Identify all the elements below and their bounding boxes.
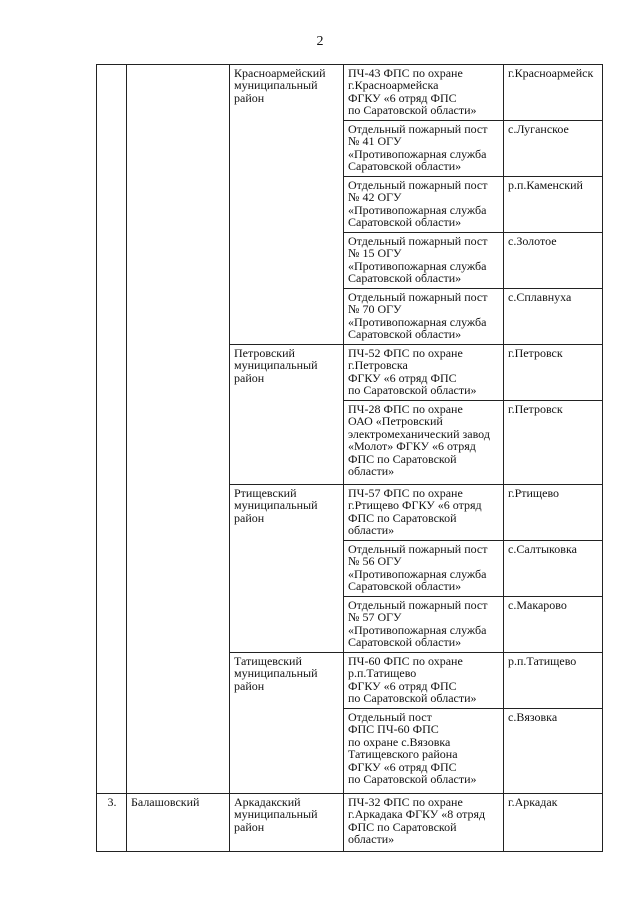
settlement-cell: с.Сплавнуха	[504, 289, 603, 345]
fire-unit-cell: ПЧ-52 ФПС по охране г.Петровска ФГКУ «6 отряд ФПС по Саратовской области»	[344, 345, 504, 401]
fire-units-table	[96, 64, 603, 852]
settlement-cell: р.п.Каменский	[504, 177, 603, 233]
fire-unit-cell: ПЧ-57 ФПС по охране г.Ртищево ФГКУ «6 отряд ФПС по Саратовской области»	[344, 485, 504, 541]
region-cell	[127, 65, 230, 794]
settlement-cell: с.Салтыковка	[504, 541, 603, 597]
settlement-cell: р.п.Татищево	[504, 653, 603, 709]
page-number: 2	[316, 34, 324, 49]
fire-unit-cell: ПЧ-60 ФПС по охране р.п.Татищево ФГКУ «6 отряд ФПС по Саратовской области»	[344, 653, 504, 709]
settlement-cell: с.Луганское	[504, 121, 603, 177]
settlement-cell: г.Аркадак	[504, 794, 603, 852]
district-cell: Аркадакский муниципальный район	[230, 794, 344, 852]
table-row	[97, 65, 603, 121]
fire-unit-cell: Отдельный пожарный пост № 42 ОГУ «Противопожарная служба Саратовской области»	[344, 177, 504, 233]
district-cell: Петровский муниципальный район	[230, 345, 344, 485]
fire-unit-cell: Отдельный пожарный пост № 70 ОГУ «Противопожарная служба Саратовской области»	[344, 289, 504, 345]
settlement-cell: г.Ртищево	[504, 485, 603, 541]
row-number-cell	[97, 65, 127, 794]
settlement-cell: г.Красноармейск	[504, 65, 603, 121]
fire-unit-cell: Отдельный пост ФПС ПЧ-60 ФПС по охране с.Вязовка Татищевского района ФГКУ «6 отряд ФПС по Саратовской области»	[344, 709, 504, 794]
row-number-cell: 3.	[97, 794, 127, 852]
region-cell: Балашовский	[127, 794, 230, 852]
settlement-cell: с.Золотое	[504, 233, 603, 289]
settlement-cell: г.Петровск	[504, 345, 603, 401]
district-cell: Красноармейский муниципальный район	[230, 65, 344, 345]
fire-unit-cell: Отдельный пожарный пост № 15 ОГУ «Противопожарная служба Саратовской области»	[344, 233, 504, 289]
district-cell: Татищевский муниципальный район	[230, 653, 344, 794]
fire-unit-cell: ПЧ-43 ФПС по охране г.Красноармейска ФГКУ «6 отряд ФПС по Саратовской области»	[344, 65, 504, 121]
district-cell: Ртищевский муниципальный район	[230, 485, 344, 653]
settlement-cell: г.Петровск	[504, 401, 603, 485]
fire-unit-cell: ПЧ-32 ФПС по охране г.Аркадака ФГКУ «8 отряд ФПС по Саратовской области»	[344, 794, 504, 852]
fire-unit-cell: Отдельный пожарный пост № 57 ОГУ «Противопожарная служба Саратовской области»	[344, 597, 504, 653]
fire-unit-cell: ПЧ-28 ФПС по охране ОАО «Петровский электромеханический завод «Молот» ФГКУ «6 отряд ФПС по Саратовской области»	[344, 401, 504, 485]
table-row	[97, 794, 603, 852]
fire-unit-cell: Отдельный пожарный пост № 41 ОГУ «Противопожарная служба Саратовской области»	[344, 121, 504, 177]
fire-unit-cell: Отдельный пожарный пост № 56 ОГУ «Противопожарная служба Саратовской области»	[344, 541, 504, 597]
settlement-cell: с.Вязовка	[504, 709, 603, 794]
settlement-cell: с.Макарово	[504, 597, 603, 653]
